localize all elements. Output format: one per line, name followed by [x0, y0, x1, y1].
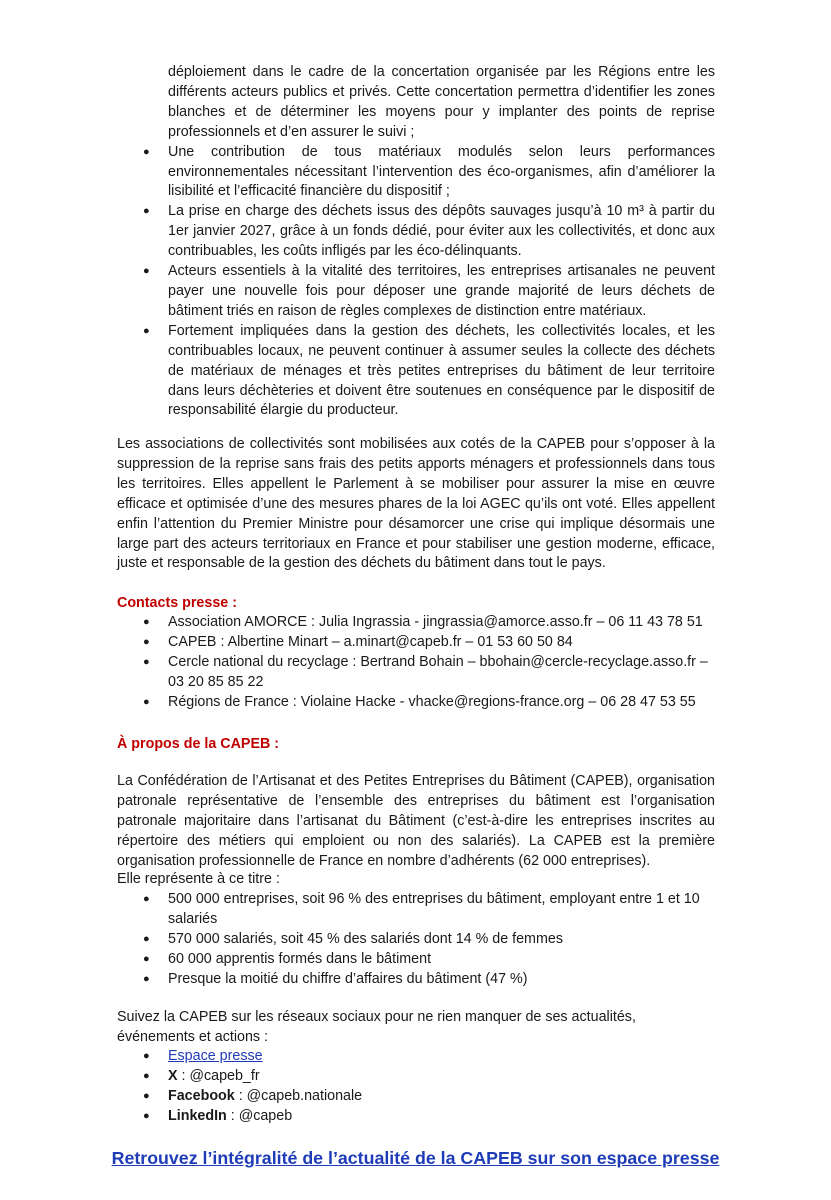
bullet-icon: ●	[143, 635, 150, 648]
facebook-handle: : @capeb.nationale	[234, 1087, 363, 1104]
linkedin-handle: : @capeb	[226, 1107, 293, 1124]
social-intro: Suivez la CAPEB sur les réseaux sociaux pour ne rien manquer de ses actualités, événements et actions :	[117, 1009, 636, 1045]
list-item: ● Cercle national du recyclage : Bertrand Bohain – bbohain@cercle-recyclage.asso.fr – 03 20 85 85 22	[143, 653, 708, 690]
social-list	[117, 1047, 715, 1127]
about-stats-block	[117, 890, 715, 990]
list-item: ● Régions de France : Violaine Hacke - vhacke@regions-france.org – 06 28 47 53 55	[117, 693, 715, 713]
list-item	[117, 1107, 715, 1127]
list-item	[117, 1047, 715, 1067]
social-block	[117, 1047, 715, 1127]
bullet-icon: ●	[143, 324, 150, 337]
linkedin-label: LinkedIn	[168, 1107, 227, 1124]
top-bullets-block	[117, 63, 715, 421]
list-item: ● Une contribution de tous matériaux modulés selon leurs performances environnementales nécessitant l’intervention des éco-organismes, afin d’améliorer la lisibilité et l’efficacité financière du dispositif ;	[143, 143, 715, 200]
press-space-link[interactable]: Espace presse	[168, 1048, 263, 1064]
bullet-icon: ●	[143, 145, 150, 158]
bullet-icon: ●	[143, 952, 150, 965]
bullet-icon: ●	[143, 1089, 150, 1102]
list-item	[117, 1087, 715, 1107]
top-bullet-list	[117, 143, 715, 422]
bullet-icon: ●	[143, 932, 150, 945]
bullet-icon: ●	[143, 1109, 150, 1122]
bullet-icon: ●	[143, 1050, 150, 1062]
list-item: ● Association AMORCE : Julia Ingrassia - jingrassia@amorce.asso.fr – 06 11 43 78 51	[117, 613, 715, 633]
list-item	[117, 1067, 715, 1087]
list-item: ● 60 000 apprentis formés dans le bâtiment	[117, 950, 715, 970]
about-paragraph: La Confédération de l’Artisanat et des Petites Entreprises du Bâtiment (CAPEB), organisation patronale représentative de l’ensemble des entreprises du bâtiment est l’organisation patronale majoritaire dans l’artisanat du Bâtiment (c’est-à-dire les entreprises inscrites au répertoire des métiers qui emploient ou non des salariés). La CAPEB est la première organisation professionnelle de France en nombre d’adhérents (62 000 entreprises).	[117, 773, 715, 869]
list-item: ● 570 000 salariés, soit 45 % des salariés dont 14 % de femmes	[117, 930, 715, 950]
bullet-icon: ●	[143, 1069, 150, 1082]
bullet-icon: ●	[143, 972, 150, 985]
x-label: X	[168, 1067, 178, 1084]
bullet-icon: ●	[143, 893, 150, 905]
press-space-footer-link[interactable]: Retrouvez l’intégralité de l’actualité de la CAPEB sur son espace presse	[111, 1148, 720, 1168]
list-item: ● La prise en charge des déchets issus des dépôts sauvages jusqu’à 10 m³ à partir du 1er janvier 2027, grâce à un fonds dédié, pour éviter aux les collectivités, et donc aux contribuables, les coûts infligés par les éco-délinquants.	[143, 203, 715, 260]
bullet-icon: ●	[143, 205, 150, 218]
list-item: ● Presque la moitié du chiffre d’affaires du bâtiment (47 %)	[117, 970, 715, 990]
contacts-list	[117, 613, 715, 713]
about-stats-list	[117, 890, 715, 990]
list-item: ● Acteurs essentiels à la vitalité des territoires, les entreprises artisanales ne peuvent payer une nouvelle fois pour déposer une grande majorité de leurs déchets de bâtiment triés en raison de règles complexes de distinction entre matériaux.	[143, 263, 715, 319]
contacts-heading: Contacts presse :	[117, 595, 237, 611]
x-handle: : @capeb_fr	[177, 1067, 260, 1084]
bullet-icon: ●	[143, 655, 150, 668]
about-heading: À propos de la CAPEB :	[117, 736, 280, 752]
list-item: ● CAPEB : Albertine Minart – a.minart@capeb.fr – 01 53 60 50 84	[117, 633, 715, 653]
contacts-block	[117, 613, 715, 713]
continued-bullet-text: déploiement dans le cadre de la concertation organisée par les Régions entre les différents acteurs publics et privés. Cette concertation permettra d’identifier les zones blanches et de déterminer les moyens pour y implanter des points de reprise professionnels et d’en assurer le suivi ;	[168, 64, 715, 140]
associations-paragraph: Les associations de collectivités sont mobilisées aux cotés de la CAPEB pour s’opposer à la suppression de la reprise sans frais des petits apports ménagers et professionnels dans tous les territoires. Elles appellent le Parlement à se mobiliser pour assurer la mise en œuvre efficace et optimisée d’une des mesures phares de la loi AGEC qu’ils ont voté. Elles appellent enfin l’attention du Premier Ministre pour désamorcer une crise qui implique désormais une large part des acteurs territoriaux en France et pour stabiliser une gestion moderne, efficace, juste et responsable de la gestion des déchets du bâtiment dans tout le pays.	[117, 436, 715, 572]
bullet-icon: ●	[143, 265, 150, 278]
about-intro-line: Elle représente à ce titre :	[117, 871, 280, 887]
bullet-icon: ●	[143, 616, 150, 628]
list-item: ● Fortement impliquées dans la gestion des déchets, les collectivités locales, et les contribuables locaux, ne peuvent continuer à assumer seules la collecte des déchets de matériaux de ménages et très petites entreprises du bâtiment de leur territoire dans leurs déchèteries et doivent être soutenues en conséquence par le dispositif de responsabilité élargie du producteur.	[143, 322, 715, 419]
facebook-label: Facebook	[168, 1087, 235, 1104]
bullet-icon: ●	[143, 695, 150, 708]
list-item: ● 500 000 entreprises, soit 96 % des entreprises du bâtiment, employant entre 1 et 10 salariés	[143, 891, 700, 927]
